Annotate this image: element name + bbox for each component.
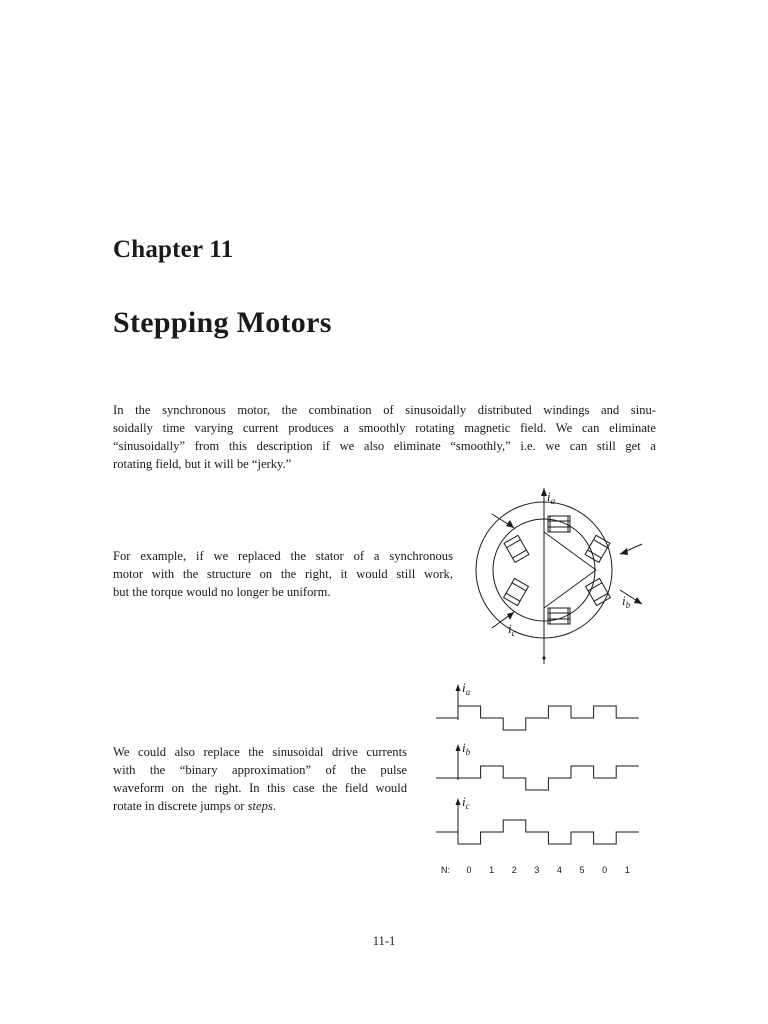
- n-tick-label: 0: [466, 865, 472, 875]
- waveform-trace: [436, 766, 639, 790]
- waveform-c: [436, 794, 639, 844]
- stator-diagram: [470, 488, 650, 668]
- coil-b-right: [586, 578, 611, 605]
- arrow-head: [634, 597, 642, 604]
- intro-paragraph: [113, 401, 656, 473]
- coil-b-left: [504, 535, 529, 562]
- intro-line: “sinusoidally” from this description if we also eliminate “smoothly,” i.e. we can still get a: [113, 439, 656, 453]
- chapter-label: Chapter 11: [113, 236, 234, 263]
- intro-line: rotating field, but it will be “jerky.”: [113, 457, 292, 471]
- binary-line: waveform on the right. In this case the field would: [113, 781, 407, 795]
- binary-paragraph: [113, 743, 407, 815]
- coil-c-left: [504, 578, 529, 605]
- intro-line: In the synchronous motor, the combination of sinusoidally distributed windings and sinu-: [113, 403, 656, 417]
- coil-c-right: [585, 535, 610, 562]
- arrow-head: [507, 612, 514, 620]
- binary-line: We could also replace the sinusoidal drive currents: [113, 745, 407, 759]
- n-tick-label: 1: [624, 865, 630, 875]
- label-ib: $i_b$: [622, 593, 631, 610]
- arrow-head: [456, 684, 461, 691]
- rotor-triangle: [544, 532, 596, 608]
- binary-line-emphasis: steps: [247, 799, 273, 813]
- n-tick-label: 5: [579, 865, 585, 875]
- n-tick-label: 1: [489, 865, 495, 875]
- chapter-title: Stepping Motors: [113, 306, 332, 339]
- waveform-label-b: $i_b$: [462, 740, 471, 757]
- pulse-waveform-diagram: [430, 678, 645, 883]
- waveform-a: [436, 680, 639, 730]
- arrow-head: [620, 548, 628, 555]
- binary-line-punct: .: [272, 799, 276, 813]
- intro-line: soidally time varying current produces a smoothly rotating magnetic field. We can eliminate: [113, 421, 656, 435]
- waveform-label-c: $i_c$: [462, 794, 470, 811]
- stator-line: For example, if we replaced the stator of a synchronous: [113, 549, 453, 563]
- waveform-trace: [436, 820, 639, 844]
- arrow-head: [456, 798, 461, 805]
- waveform-label-a: $i_a$: [462, 680, 471, 697]
- stator-line: but the torque would no longer be uniform.: [113, 585, 331, 599]
- waveform-b: [436, 740, 639, 790]
- n-tick-label: 4: [556, 865, 562, 875]
- stator-paragraph: [113, 547, 453, 601]
- label-ic: $i_c$: [508, 621, 516, 638]
- binary-line: [113, 797, 407, 815]
- arrow-head: [456, 744, 461, 751]
- axis-dot: [542, 656, 545, 659]
- stator-line: motor with the structure on the right, it would still work,: [113, 567, 453, 581]
- n-axis-label: N:: [441, 865, 450, 875]
- binary-line: with the “binary approximation” of the pulse: [113, 763, 407, 777]
- n-tick-label: 2: [511, 865, 517, 875]
- page-number: 11-1: [372, 934, 396, 948]
- label-ia: $i_a$: [547, 489, 556, 506]
- binary-line-text: rotate in discrete jumps or: [113, 799, 248, 813]
- n-tick-label: 0: [602, 865, 608, 875]
- n-tick-label: 3: [534, 865, 540, 875]
- waveform-trace: [436, 706, 639, 730]
